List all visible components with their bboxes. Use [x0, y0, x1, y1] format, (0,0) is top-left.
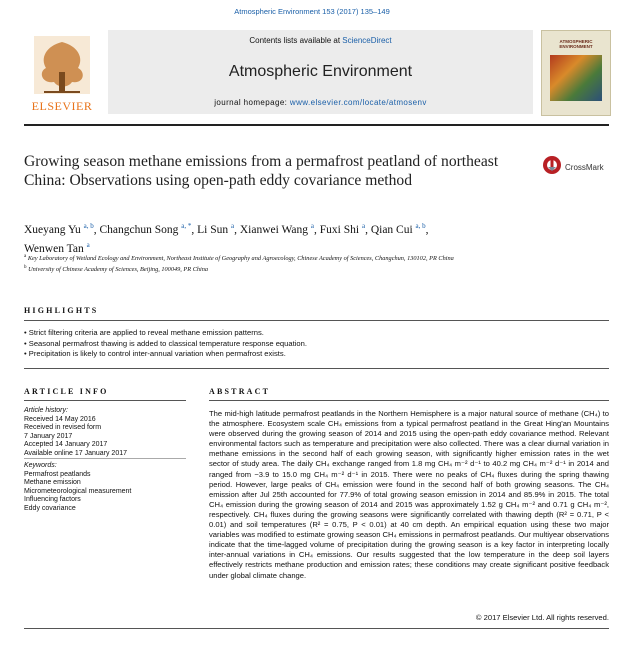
- sciencedirect-link[interactable]: ScienceDirect: [342, 36, 392, 45]
- journal-header: [24, 28, 609, 121]
- keyword[interactable]: Influencing factors: [24, 496, 81, 504]
- history-entry: Accepted 14 January 2017: [24, 441, 108, 449]
- author-list: [24, 219, 564, 257]
- author[interactable]: Xueyang Yu $^{a, b}$: [24, 222, 94, 236]
- author[interactable]: Li Sun $^a$: [197, 222, 235, 236]
- author[interactable]: Xianwei Wang $^a$: [239, 222, 315, 236]
- abstract-heading: ABSTRACT: [209, 387, 271, 396]
- homepage-prefix: journal homepage:: [214, 98, 290, 107]
- keywords-label: Keywords:: [24, 462, 57, 469]
- journal-homepage: [108, 98, 533, 107]
- highlights-bottom-divider: [24, 368, 609, 369]
- publisher-name: ELSEVIER: [31, 99, 93, 113]
- cover-image: [550, 55, 602, 101]
- article-title: Growing season methane emissions from a permafrost peatland of northeast China: Observations using open-path eddy covariance method: [24, 153, 499, 189]
- crossmark-badge[interactable]: [542, 153, 612, 185]
- highlight-item: • Precipitation is likely to control inter-annual variation when permafrost exists.: [24, 349, 286, 358]
- highlights-divider: [24, 320, 609, 321]
- article-info-heading: ARTICLE INFO: [24, 387, 109, 396]
- author[interactable]: Wenwen Tan $^a$: [24, 240, 90, 255]
- keyword[interactable]: Permafrost peatlands: [24, 470, 91, 478]
- history-entry: Received in revised form: [24, 424, 102, 432]
- author-line-1: Xueyang Yu $^{a, b}$, Changchun Song $^{a, *}$, Li Sun $^a$, Xianwei Wang $^a$, Fuxi Shi $^a$, Qian Cui $^{a, b}$,: [24, 222, 429, 236]
- footer-divider: [24, 628, 609, 629]
- journal-title: Atmospheric Environment: [228, 63, 413, 80]
- affiliation: $^b$ University of Chinese Academy of Sciences, Beijing, 100049, PR China: [24, 264, 209, 273]
- affiliations: [24, 253, 544, 274]
- contents-prefix: Contents lists available at: [249, 36, 343, 45]
- copyright-notice: © 2017 Elsevier Ltd. All rights reserved.: [475, 613, 609, 622]
- author[interactable]: Fuxi Shi $^a$: [319, 222, 366, 236]
- history-entry: 7 January 2017: [24, 432, 73, 440]
- journal-cover-thumbnail[interactable]: [541, 30, 611, 116]
- header-divider: [24, 124, 609, 126]
- abstract-text: The mid-high latitude permafrost peatlands in the Northern Hemisphere is a major natural source of methane (CH₄) to the atmosphere. Ecosystem scale CH₄ emissions from a typical permafrost peatland in the Great Hing'an Mountains were observed during the growing season of 2014 and 2015 using the open-path eddy covariance method. Relevant environmental factors such as temperature and precipitation were also collected. There was a clear diurnal variation in methane emissions in the second half of each growing season, with significantly higher emission rates in the wet sector of study area. The daily CH₄ exchange ranged from 1.8 mg CH₄ m⁻² d⁻¹ to 40.2 mg CH₄ m⁻² d⁻¹ in 2014 and ranged from −3.9 to 15.0 mg CH₄ m⁻² d⁻¹ in 2015. There were no peaks of CH₄ fluxes during the spring thawing period. However, large peaks of CH₄ emission were found in the second half of both growing seasons. The CH₄ emission after Jul 25th accounted for 77.9% of total growing season emission in 2014 and 85.9% in 2015. The total CH₄ emission during the growing season of 2014 and 2015 was approximately 1.52 g CH₄ m⁻² and 0.71 g CH₄ m⁻², respectively. CH₄ fluxes during the growing seasons were significantly correlated with thawing depth (R² = 0.71, P < 0.01) and soil temperatures (R² = 0.75, P < 0.01) at 40 cm depth. An empirical equation using these two major variables was modified to estimate growing season CH₄ emissions in permafrost peatlands. Our multiyear observations indicate that the time-lagged volume of precipitation during the growing season is a key factor in interpreting locally inter-annual variations in CH₄ emissions. Our results suggested that the low temperature in the deep soil layers effectively restricts methane production and emission rates; these conditions may create significant positive feedback under global climate change.: [209, 409, 609, 580]
- keyword[interactable]: Micrometeorological measurement: [24, 487, 132, 495]
- crossmark-label: CrossMark: [565, 163, 604, 172]
- highlight-item: • Strict filtering criteria are applied to reveal methane emission patterns.: [24, 328, 264, 337]
- cover-title: ATMOSPHERIC ENVIRONMENT: [559, 39, 593, 49]
- highlight-item: • Seasonal permafrost thawing is added to classical temperature response equation.: [24, 338, 307, 348]
- highlights-list: [24, 328, 584, 360]
- journal-reference[interactable]: Atmospheric Environment 153 (2017) 135–149: [234, 7, 390, 16]
- author[interactable]: Changchun Song $^{a, *}$: [99, 222, 192, 236]
- article-history: [24, 407, 186, 459]
- article-info-divider: [24, 400, 186, 401]
- highlights-heading: HIGHLIGHTS: [24, 306, 99, 315]
- keywords-divider: [24, 458, 186, 459]
- crossmark-icon: [542, 155, 562, 177]
- elsevier-logo: [24, 28, 100, 116]
- history-entry: Received 14 May 2016: [24, 415, 96, 423]
- history-label: Article history:: [24, 407, 68, 414]
- homepage-link[interactable]: www.elsevier.com/locate/atmosenv: [289, 98, 427, 107]
- keyword[interactable]: Methane emission: [24, 479, 81, 487]
- contents-line: [108, 36, 533, 45]
- affiliation: $^a$ Key Laboratory of Wetland Ecology and Environment, Northeast Institute of Geography and Agroecology, Chinese Academy of Sciences, Changchun, 130102, PR China: [24, 254, 454, 263]
- keywords: [24, 462, 186, 514]
- tree-logo-icon: [24, 28, 100, 98]
- history-entry: Available online 17 January 2017: [24, 449, 128, 457]
- abstract-divider: [209, 400, 609, 401]
- journal-banner: [108, 30, 533, 114]
- author[interactable]: Qian Cui $^{a, b}$: [370, 222, 426, 236]
- keyword[interactable]: Eddy covariance: [24, 504, 76, 512]
